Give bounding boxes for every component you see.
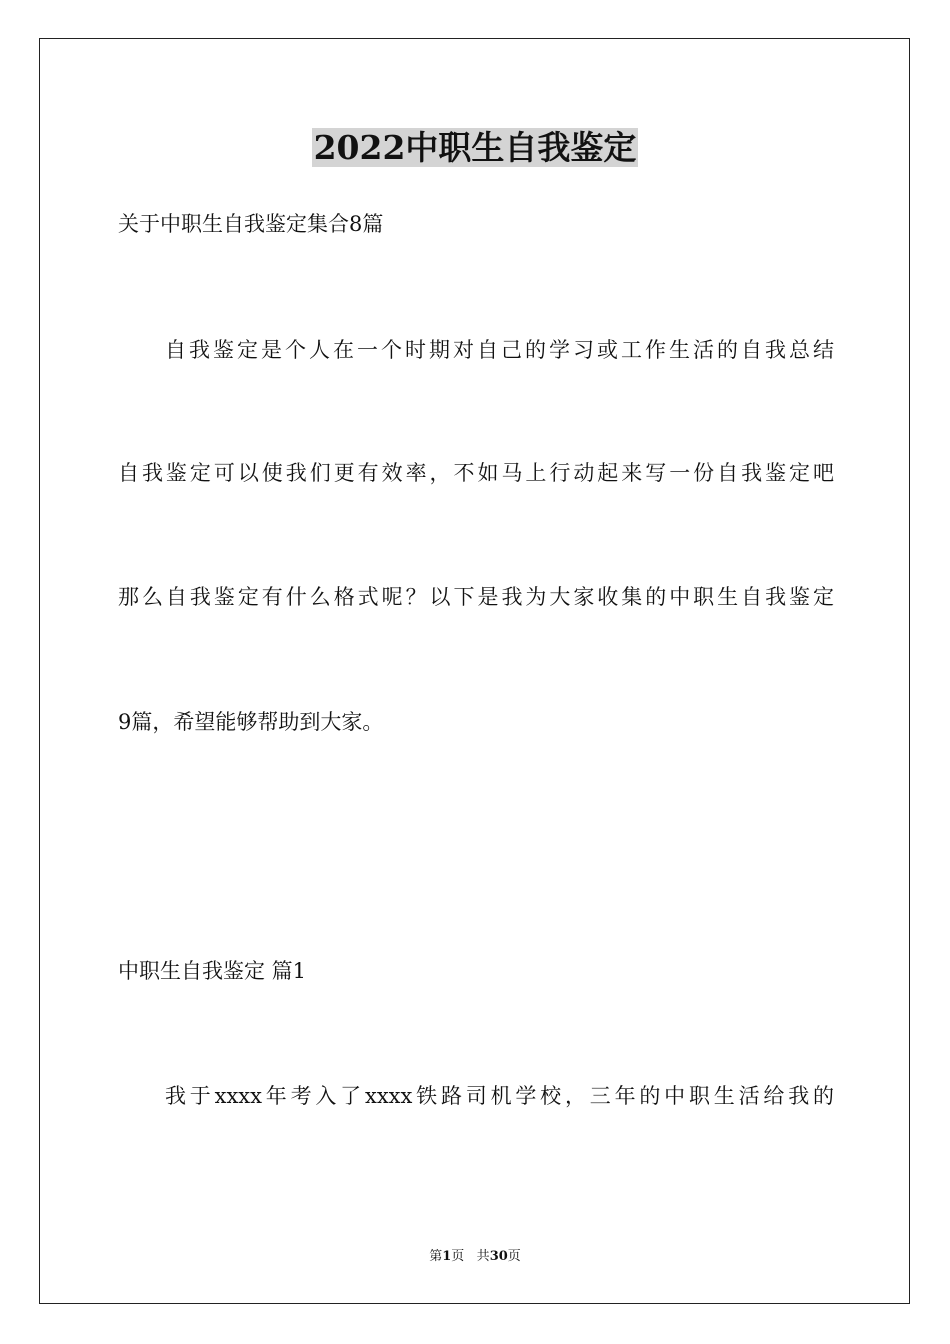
footer-page-number: 1 — [442, 1249, 452, 1264]
intro-paragraph-line: 9篇，希望能够帮助到大家。 — [118, 710, 384, 734]
document-title-text: 2022中职生自我鉴定 — [313, 128, 637, 167]
document-subtitle: 关于中职生自我鉴定集合8篇 — [118, 212, 384, 236]
page-footer — [0, 1248, 950, 1266]
footer-total-prefix: 共 — [476, 1249, 490, 1264]
intro-paragraph-line: 自我鉴定可以使我们更有效率，不如马上行动起来写一份自我鉴定吧 — [118, 461, 834, 485]
footer-total-suffix: 页 — [507, 1249, 521, 1264]
footer-total-pages: 30 — [489, 1249, 508, 1264]
footer-page-suffix: 页 — [451, 1249, 465, 1264]
section-paragraph-line: 我于xxxx年考入了xxxx铁路司机学校，三年的中职生活给我的 — [165, 1084, 834, 1108]
section-heading: 中职生自我鉴定 篇1 — [118, 959, 307, 983]
intro-paragraph-line: 那么自我鉴定有什么格式呢？以下是我为大家收集的中职生自我鉴定 — [118, 585, 834, 609]
document-title — [0, 126, 950, 170]
footer-page-prefix: 第 — [429, 1249, 443, 1264]
intro-paragraph-line: 自我鉴定是个人在一个时期对自己的学习或工作生活的自我总结 — [165, 338, 834, 362]
